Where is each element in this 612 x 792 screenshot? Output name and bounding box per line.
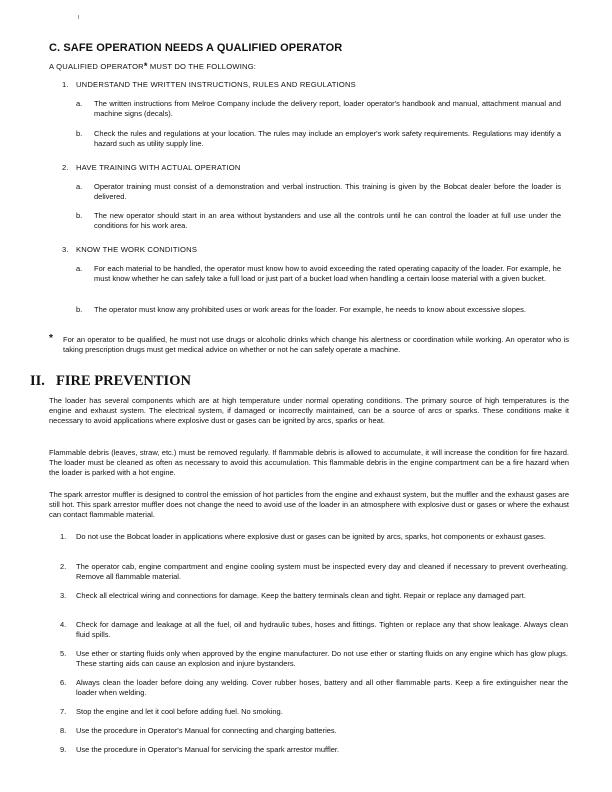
item-1-heading — [62, 80, 356, 89]
item-text: Use the procedure in Operator's Manual for connecting and charging batteries. — [76, 726, 337, 735]
fire-item-1 — [60, 532, 568, 542]
item-text: Use the procedure in Operator's Manual for servicing the spark arrestor muffler. — [76, 745, 340, 754]
sub-text: Check the rules and regulations at your location. The rules may include an employer's work safety requirements. Regulations may identify a hazard such as utility supply line. — [94, 129, 561, 148]
sub-text: The operator must know any prohibited uses or work areas for the loader. For example, he needs to know about excessive slopes. — [94, 305, 526, 314]
item-text: Do not use the Bobcat loader in applications where explosive dust or gases can be ignited by arcs, sparks, hot components or exhaust gases. — [76, 532, 546, 541]
section-ii-title — [30, 373, 191, 390]
item-number: 1. — [62, 80, 69, 89]
item-2a — [76, 182, 561, 202]
item-text: Stop the engine and let it cool before adding fuel. No smoking. — [76, 707, 283, 716]
section-numeral: II. — [30, 373, 45, 389]
item-text: Use ether or starting fluids only when approved by the engine manufacturer. Do not use ether or starting fluids on any engine which has glow plugs. These starting aids can cause an explosion and injure bystanders. — [76, 649, 568, 668]
item-heading-text: KNOW THE WORK CONDITIONS — [76, 245, 198, 254]
item-number: 8. — [60, 726, 67, 735]
item-number: 1. — [60, 532, 67, 541]
qualified-operator-footnote — [49, 335, 569, 355]
fire-item-9 — [60, 745, 568, 755]
lead-asterisk: * — [143, 61, 148, 71]
item-3b — [76, 305, 561, 315]
item-2-heading — [62, 163, 241, 172]
sub-text: The new operator should start in an area without bystanders and use all the controls until he can control the loader at full use under the conditions for his work area. — [94, 211, 561, 230]
paragraph: The spark arrestor muffler is designed to control the emission of hot particles from the engine and exhaust system, but the muffler and the exhaust gases are still hot. This spark arrestor muffler does not change the need to avoid use of the loader in an atmosphere with explosive dust or gases or where the exhaust can contact flammable material. — [49, 490, 569, 519]
sub-text: Operator training must consist of a demonstration and verbal instruction. This training is given by the Bobcat dealer before the loader is delivered. — [94, 182, 561, 201]
item-heading-text: UNDERSTAND THE WRITTEN INSTRUCTIONS, RULES AND REGULATIONS — [76, 80, 356, 89]
item-number: 3. — [62, 245, 69, 254]
sub-text: The written instructions from Melroe Company include the delivery report, loader operator's handbook and manual, attachment manual and machine signs (decals). — [94, 99, 561, 118]
paragraph: The loader has several components which are at high temperature under normal operating conditions. The primary source of high temperatures is the engine and exhaust system. The electrical system, if damaged or incorrectly maintained, can be a source of arcs or sparks. These conditions make it necessary to avoid applications where explosive dust or gases can be ignited by arcs, sparks or heat. — [49, 396, 569, 425]
item-number: 3. — [60, 591, 67, 600]
fire-item-8 — [60, 726, 568, 736]
item-number: 5. — [60, 649, 67, 658]
item-number: 2. — [62, 163, 69, 172]
section-title-text: FIRE PREVENTION — [56, 373, 191, 389]
item-number: 6. — [60, 678, 67, 687]
item-text: Check all electrical wiring and connections for damage. Keep the battery terminals clean and tight. Repair or replace any damaged part. — [76, 591, 526, 600]
sub-text: For each material to be handled, the operator must know how to avoid exceeding the rated operating capacity of the loader. For example, he must know whether he can safely take a full load or just part of a bucket load when handling a certain loose material with a given bucket. — [94, 264, 561, 283]
fire-item-2 — [60, 562, 568, 582]
sub-letter: b. — [76, 211, 83, 220]
item-1a — [76, 99, 561, 119]
item-number: 9. — [60, 745, 67, 754]
item-heading-text: HAVE TRAINING WITH ACTUAL OPERATION — [76, 163, 241, 172]
sub-letter: b. — [76, 129, 83, 138]
item-number: 7. — [60, 707, 67, 716]
item-3a — [76, 264, 561, 284]
fire-item-3 — [60, 591, 568, 601]
fire-item-4 — [60, 620, 568, 640]
footnote-asterisk: * — [49, 333, 53, 344]
item-number: 2. — [60, 562, 67, 571]
sub-letter: a. — [76, 99, 83, 108]
section-c-title: C. SAFE OPERATION NEEDS A QUALIFIED OPERATOR — [49, 42, 343, 54]
fire-item-7 — [60, 707, 568, 717]
item-1b — [76, 129, 561, 149]
footnote-text: For an operator to be qualified, he must not use drugs or alcoholic drinks which change his alertness or coordination while working. An operator who is taking prescription drugs must get medical advice on whether or not he can safely operate a machine. — [63, 335, 569, 354]
sub-letter: a. — [76, 264, 83, 273]
lead-text: A QUALIFIED OPERATOR — [49, 62, 144, 71]
fire-item-6 — [60, 678, 568, 698]
item-text: Always clean the loader before doing any welding. Cover rubber hoses, battery and all other flammable parts. Keep a fire extinguisher near the loader when welding. — [76, 678, 568, 697]
item-3-heading — [62, 245, 197, 254]
lead-rest: MUST DO THE FOLLOWING: — [147, 62, 257, 71]
item-text: The operator cab, engine compartment and engine cooling system must be inspected every day and cleaned if necessary to prevent overheating. Remove all flammable material. — [76, 562, 568, 581]
item-text: Check for damage and leakage at all the fuel, oil and hydraulic tubes, hoses and fittings. Tighten or replace any that show leakage. Always clean fluid spills. — [76, 620, 568, 639]
item-2b — [76, 211, 561, 231]
scan-mark — [78, 15, 79, 19]
sub-letter: b. — [76, 305, 83, 314]
fire-item-5 — [60, 649, 568, 669]
item-number: 4. — [60, 620, 67, 629]
sub-letter: a. — [76, 182, 83, 191]
paragraph: Flammable debris (leaves, straw, etc.) must be removed regularly. If flammable debris is allowed to accumulate, it will increase the condition for fire hazard. The loader must be cleaned as often as necessary to avoid this accumulation. This flammable debris in the engine compartment can be a fire hazard when the loader is parked with a hot engine. — [49, 448, 569, 477]
qualified-operator-lead — [49, 61, 256, 71]
